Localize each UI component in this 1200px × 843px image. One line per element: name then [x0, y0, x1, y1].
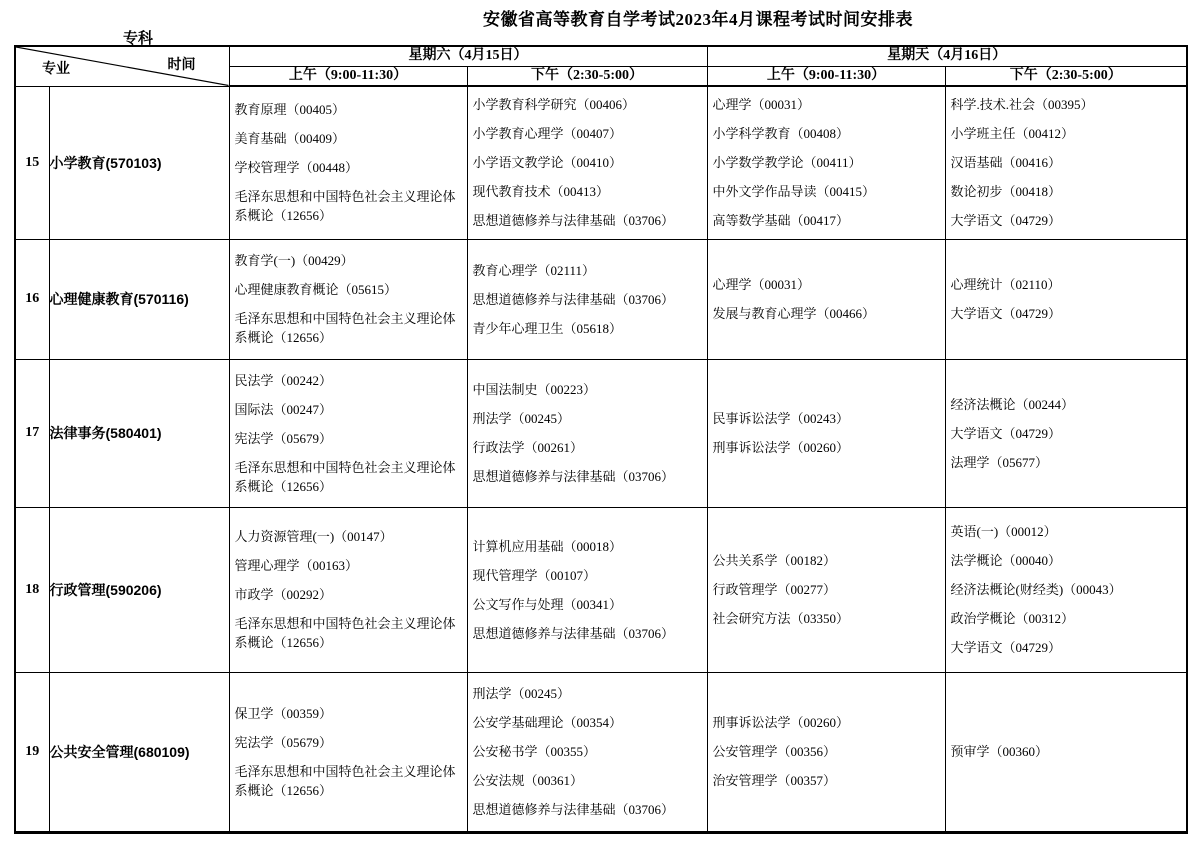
course-item: 公文写作与处理（00341）	[472, 596, 623, 612]
course-item: 学校管理学（00448）	[234, 160, 359, 176]
row-number: 18	[15, 507, 49, 672]
course-item: 社会研究方法（03350）	[712, 611, 850, 626]
course-item: 管理心理学（00163）	[234, 558, 359, 573]
course-item: 汉语基础（00416）	[950, 155, 1062, 171]
row-number: 16	[15, 239, 49, 359]
course-item: 经济法概论（00244）	[950, 396, 1075, 412]
major-name: 小学教育(570103)	[49, 86, 229, 239]
course-item: 科学.技术.社会（00395）	[950, 97, 1094, 113]
course-item: 刑事诉讼法学（00260）	[712, 715, 850, 730]
course-item: 政治学概论（00312）	[950, 611, 1075, 626]
courses-sat-pm	[467, 507, 707, 672]
courses-sun-pm	[945, 239, 1187, 359]
courses-sat-am	[229, 672, 467, 832]
course-item: 心理学（00031）	[712, 97, 811, 113]
course-item: 教育原理（00405）	[234, 102, 346, 118]
course-item: 人力资源管理(一)（00147）	[234, 529, 393, 544]
course-item: 毛泽东思想和中国特色社会主义理论体系概论（12656）	[234, 189, 456, 224]
row-number: 15	[15, 86, 49, 239]
exam-schedule-table	[14, 45, 1188, 834]
course-item: 公安秘书学（00355）	[472, 744, 597, 759]
session-header-sun-pm: 下午（2:30-5:00）	[945, 66, 1187, 86]
course-item: 思想道德修养与法律基础（03706）	[472, 802, 675, 817]
major-name: 心理健康教育(570116)	[49, 239, 229, 359]
course-item: 行政管理学（00277）	[712, 582, 837, 597]
course-item: 公共关系学（00182）	[712, 553, 837, 568]
diagonal-label-major: 专业	[42, 62, 70, 77]
courses-sat-pm	[467, 359, 707, 507]
course-item: 思想道德修养与法律基础（03706）	[472, 469, 675, 484]
table-row	[15, 672, 1187, 832]
major-name: 行政管理(590206)	[49, 507, 229, 672]
courses-sun-am	[707, 239, 945, 359]
course-item: 心理学（00031）	[712, 277, 811, 292]
course-item: 毛泽东思想和中国特色社会主义理论体系概论（12656）	[234, 311, 456, 345]
page-title: 安徽省高等教育自学考试2023年4月课程考试时间安排表	[483, 10, 913, 29]
course-item: 小学班主任（00412）	[950, 126, 1075, 142]
course-item: 国际法（00247）	[234, 401, 333, 417]
course-item: 公安学基础理论（00354）	[472, 715, 623, 730]
session-header-sun-am: 上午（9:00-11:30）	[707, 66, 945, 86]
course-item: 大学语文（04729）	[950, 425, 1062, 441]
course-item: 民法学（00242）	[234, 372, 333, 388]
courses-sat-am	[229, 86, 467, 239]
courses-sun-pm	[945, 507, 1187, 672]
course-item: 宪法学（05679）	[234, 734, 333, 750]
day-header-saturday: 星期六（4月15日）	[229, 46, 707, 66]
course-item: 小学数学教学论（00411）	[712, 155, 862, 171]
course-item: 刑事诉讼法学（00260）	[712, 440, 850, 455]
table-row	[15, 239, 1187, 359]
courses-sun-pm	[945, 672, 1187, 832]
courses-sun-am	[707, 86, 945, 239]
course-item: 毛泽东思想和中国特色社会主义理论体系概论（12656）	[234, 459, 456, 494]
course-item: 高等数学基础（00417）	[712, 213, 850, 229]
courses-sat-am	[229, 359, 467, 507]
course-item: 预审学（00360）	[950, 744, 1049, 759]
row-number: 19	[15, 672, 49, 832]
course-item: 毛泽东思想和中国特色社会主义理论体系概论（12656）	[234, 616, 456, 650]
diagonal-label-time: 时间	[167, 58, 196, 73]
course-item: 民事诉讼法学（00243）	[712, 411, 850, 426]
course-item: 数论初步（00418）	[950, 184, 1062, 200]
courses-sun-pm	[945, 86, 1187, 239]
diagonal-header-cell	[15, 46, 229, 86]
course-item: 青少年心理卫生（05618）	[472, 320, 623, 336]
course-item: 毛泽东思想和中国特色社会主义理论体系概论（12656）	[234, 763, 456, 798]
course-item: 刑法学（00245）	[472, 686, 571, 701]
course-item: 市政学（00292）	[234, 587, 333, 602]
course-item: 大学语文（04729）	[950, 213, 1062, 229]
course-item: 中国法制史（00223）	[472, 382, 597, 397]
course-item: 心理统计（02110）	[950, 277, 1061, 292]
major-name: 公共安全管理(680109)	[49, 672, 229, 832]
courses-sun-am	[707, 672, 945, 832]
course-item: 心理健康教育概论（05615）	[234, 282, 398, 297]
course-item: 小学教育心理学（00407）	[472, 126, 623, 142]
course-item: 保卫学（00359）	[234, 705, 333, 721]
course-item: 美育基础（00409）	[234, 131, 346, 147]
courses-sat-pm	[467, 239, 707, 359]
courses-sat-pm	[467, 672, 707, 832]
course-item: 治安管理学（00357）	[712, 773, 837, 788]
course-item: 现代管理学（00107）	[472, 567, 597, 583]
course-item: 思想道德修养与法律基础（03706）	[472, 625, 675, 641]
course-item: 小学教育科学研究（00406）	[472, 97, 636, 113]
course-item: 教育心理学（02111）	[472, 262, 596, 278]
course-item: 大学语文（04729）	[950, 306, 1062, 321]
course-item: 教育学(一)（00429）	[234, 253, 354, 268]
course-item: 小学科学教育（00408）	[712, 126, 850, 142]
courses-sat-am	[229, 507, 467, 672]
courses-sun-am	[707, 359, 945, 507]
course-item: 小学语文教学论（00410）	[472, 155, 623, 171]
courses-sat-am	[229, 239, 467, 359]
courses-sun-pm	[945, 359, 1187, 507]
course-item: 公安管理学（00356）	[712, 744, 837, 759]
session-header-sat-am: 上午（9:00-11:30）	[229, 66, 467, 86]
courses-sat-pm	[467, 86, 707, 239]
course-item: 思想道德修养与法律基础（03706）	[472, 213, 675, 229]
session-header-sat-pm: 下午（2:30-5:00）	[467, 66, 707, 86]
section-label: 专科	[123, 31, 154, 47]
course-item: 中外文学作品导读（00415）	[712, 184, 876, 200]
course-item: 法学概论（00040）	[950, 553, 1062, 568]
course-item: 大学语文（04729）	[950, 640, 1062, 655]
course-item: 思想道德修养与法律基础（03706）	[472, 291, 675, 307]
course-item: 计算机应用基础（00018）	[472, 538, 623, 554]
row-number: 17	[15, 359, 49, 507]
course-item: 宪法学（05679）	[234, 430, 333, 446]
major-name: 法律事务(580401)	[49, 359, 229, 507]
table-row	[15, 507, 1187, 672]
courses-sun-am	[707, 507, 945, 672]
course-item: 刑法学（00245）	[472, 411, 571, 426]
course-item: 现代教育技术（00413）	[472, 184, 610, 200]
day-header-sunday: 星期天（4月16日）	[707, 46, 1187, 66]
course-item: 经济法概论(财经类)（00043）	[950, 582, 1122, 597]
course-item: 行政法学（00261）	[472, 440, 584, 455]
course-item: 英语(一)（00012）	[950, 524, 1057, 539]
course-item: 发展与教育心理学（00466）	[712, 306, 876, 321]
course-item: 公安法规（00361）	[472, 773, 584, 788]
course-item: 法理学（05677）	[950, 454, 1049, 470]
table-row	[15, 86, 1187, 239]
table-row	[15, 359, 1187, 507]
